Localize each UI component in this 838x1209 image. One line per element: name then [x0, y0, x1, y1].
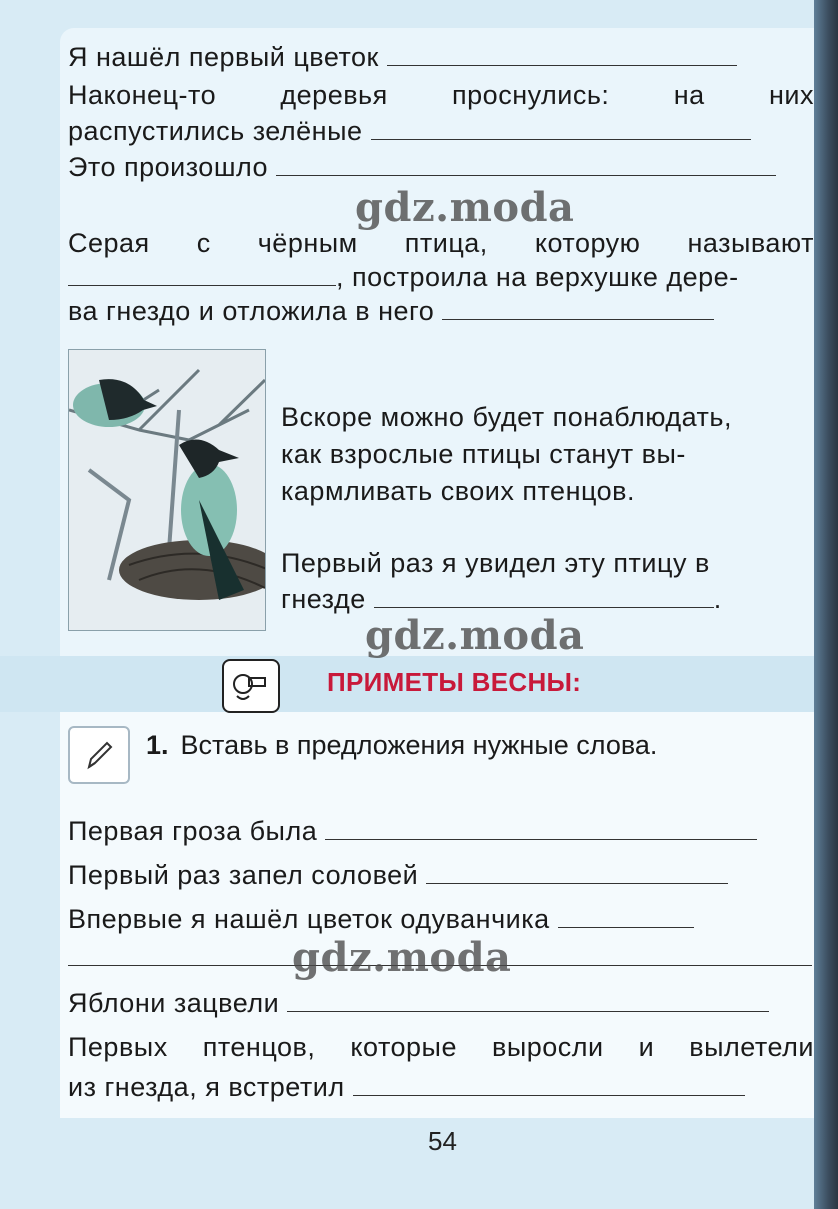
sentence-green-leaves: распустились зелёные — [68, 114, 814, 148]
crows-image — [69, 350, 265, 630]
sentence-first-chicks: Первых птенцов, которые выросли и вылетели — [68, 1032, 814, 1062]
binoculars-boy-icon — [222, 659, 280, 713]
text-feed-chicks: кармливать своих птенцов. — [281, 476, 636, 506]
watermark: gdz.moda — [292, 934, 512, 981]
sentence-first-storm: Первая гроза была — [68, 814, 814, 848]
answer-blank[interactable] — [442, 297, 714, 320]
answer-blank[interactable] — [325, 817, 757, 840]
sentence-grey-bird: Серая с чёрным птица, которую называют — [68, 228, 814, 258]
task-instruction: 1. Вставь в предложения нужные слова. — [146, 730, 658, 760]
sentence-laid-eggs: ва гнездо и отложила в него — [68, 294, 814, 328]
answer-blank[interactable] — [387, 43, 737, 66]
sentence-nightingale: Первый раз запел соловей — [68, 858, 814, 892]
answer-blank[interactable] — [68, 263, 336, 286]
page-number: 54 — [428, 1126, 457, 1156]
sentence-it-happened: Это произошло — [68, 150, 814, 184]
sentence-met: из гнезда, я встретил — [68, 1070, 814, 1104]
answer-blank[interactable] — [558, 905, 694, 928]
sentence-trees-woke: Наконец-то деревья проснулись: на них — [68, 80, 814, 110]
answer-blank[interactable] — [287, 989, 769, 1012]
section-title: ПРИМЕТЫ ВЕСНЫ: — [327, 667, 582, 697]
watermark: gdz.moda — [365, 612, 585, 659]
task-number: 1. — [146, 730, 169, 760]
text-observe: Вскоре можно будет понаблюдать, — [281, 402, 732, 432]
sentence-dandelion: Впервые я нашёл цветок одуванчика — [68, 902, 814, 936]
answer-blank[interactable] — [426, 861, 728, 884]
text-first-saw: Первый раз я увидел эту птицу в — [281, 548, 710, 578]
watermark: gdz.moda — [355, 184, 575, 231]
page-edge — [814, 0, 838, 1209]
sentence-first-flower: Я нашёл первый цветок — [68, 40, 814, 74]
answer-blank[interactable] — [353, 1073, 745, 1096]
answer-blank[interactable] — [374, 585, 714, 608]
pencil-icon — [68, 726, 130, 784]
answer-blank[interactable] — [276, 153, 776, 176]
crows-nest-illustration — [68, 349, 266, 631]
answer-blank[interactable] — [371, 117, 751, 140]
sentence-built-nest: , построила на верхушке дере- — [68, 260, 814, 294]
text-adult-birds: как взрослые птицы станут вы- — [281, 439, 686, 469]
text-in-nest: гнезде . — [281, 584, 722, 614]
sentence-apple-trees: Яблони зацвели — [68, 986, 814, 1020]
